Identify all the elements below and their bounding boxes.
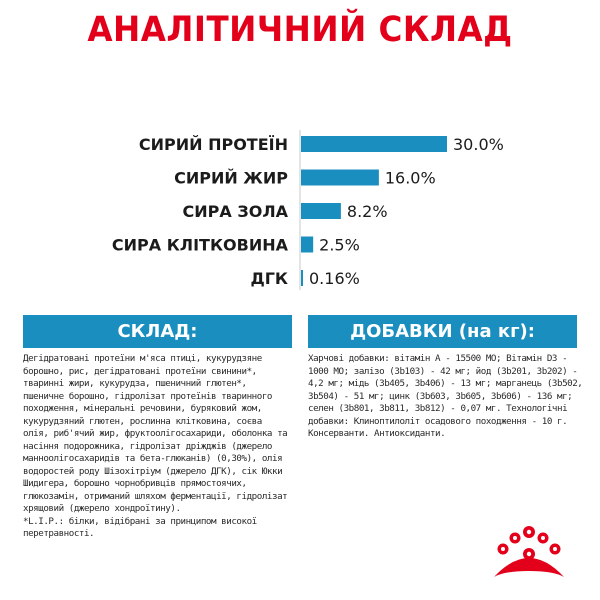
chart-value-label: 8.2% xyxy=(346,202,388,221)
chart-value-label: 2.5% xyxy=(319,235,360,255)
additives-text xyxy=(308,353,583,441)
royal-canin-crown-icon xyxy=(488,525,570,585)
chart-bar xyxy=(301,237,313,253)
chart-category-label: СИРА КЛІТКОВИНА xyxy=(111,235,288,255)
chart-bar xyxy=(301,203,341,219)
chart-category-label: ДГК xyxy=(250,269,288,288)
additives-line: 3b504) - 51 мг; цинк (3b603, 3b605, 3b606) - 136 мг; xyxy=(308,390,573,402)
composition-line: Шидигера, борошно чорнобривців прямостоячих, xyxy=(23,478,247,489)
composition-line: тваринні жири, кукурудза, пшеничний глютен*, xyxy=(23,378,247,389)
chart-value-label: 16.0% xyxy=(384,168,436,188)
composition-line: хрящовий (джерело хондроїтину). xyxy=(23,503,181,514)
composition-line: перетравності. xyxy=(23,528,95,539)
page-title: АНАЛІТИЧНИЙ СКЛАД xyxy=(87,10,513,50)
composition-line: водоростей роду Шізохітріум (джерело ДГК), сік Юкки xyxy=(23,465,283,477)
composition-line: пшеничне борошно, гідролізат протеїнів тваринного xyxy=(23,390,272,402)
composition-line: насіння подорожника, гідролізат дріжджів (джерело xyxy=(23,440,272,452)
chart-bar xyxy=(301,270,303,286)
chart-value-label: 0.16% xyxy=(309,269,360,288)
chart-category-label: СИРИЙ ЖИР xyxy=(174,168,288,188)
chart-value-label: 30.0% xyxy=(453,135,504,154)
composition-line: олія, риб'ячий жир, фруктоолігосахариди, оболонка та xyxy=(23,428,288,439)
chart-bar xyxy=(301,136,447,152)
additives-line: Харчові добавки: вітамін А - 15500 МО; Вітамін D3 - xyxy=(308,353,568,364)
composition-header: СКЛАД: xyxy=(23,315,292,348)
composition-line: походження, мінеральні речовини, буряковий жом, xyxy=(23,403,262,414)
composition-line: Дегідратовані протеїни м'яса птиці, кукурудзяне xyxy=(23,353,262,364)
chart-category-label: СИРА ЗОЛА xyxy=(182,202,288,221)
composition-line: кукурудзяний глютен, рослинна клітковина, соєва xyxy=(23,415,262,427)
chart-bar xyxy=(301,170,379,186)
additives-line: добавки: Клиноптилоліт осадового походження - 10 г. xyxy=(308,415,568,427)
additives-line: Консерванти. Антиоксиданти. xyxy=(308,428,446,439)
composition-text xyxy=(23,353,295,541)
composition-line: *L.I.P.: білки, відібрані за принципом високої xyxy=(23,515,257,527)
additives-line: 1000 МО; залізо (3b103) - 42 мг; йод (3b201, 3b202) - xyxy=(308,365,578,377)
additives-header: ДОБАВКИ (на кг): xyxy=(308,315,577,348)
composition-line: глюкозамін, отриманий шляхом ферментації, гідролізат xyxy=(23,490,288,502)
composition-line: манноолігосахаридів та бета-глюканів) (0,30%), олія xyxy=(23,453,283,464)
additives-line: 4,2 мг; мідь (3b405, 3b406) - 13 мг; марганець (3b502, xyxy=(308,378,583,389)
chart-category-label: СИРИЙ ПРОТЕЇН xyxy=(138,135,288,154)
additives-line: селен (3b801, 3b811, 3b812) - 0,07 мг. Технологічні xyxy=(308,403,568,414)
composition-line: борошно, рис, дегідратовані протеїни свинини*, xyxy=(23,365,257,377)
